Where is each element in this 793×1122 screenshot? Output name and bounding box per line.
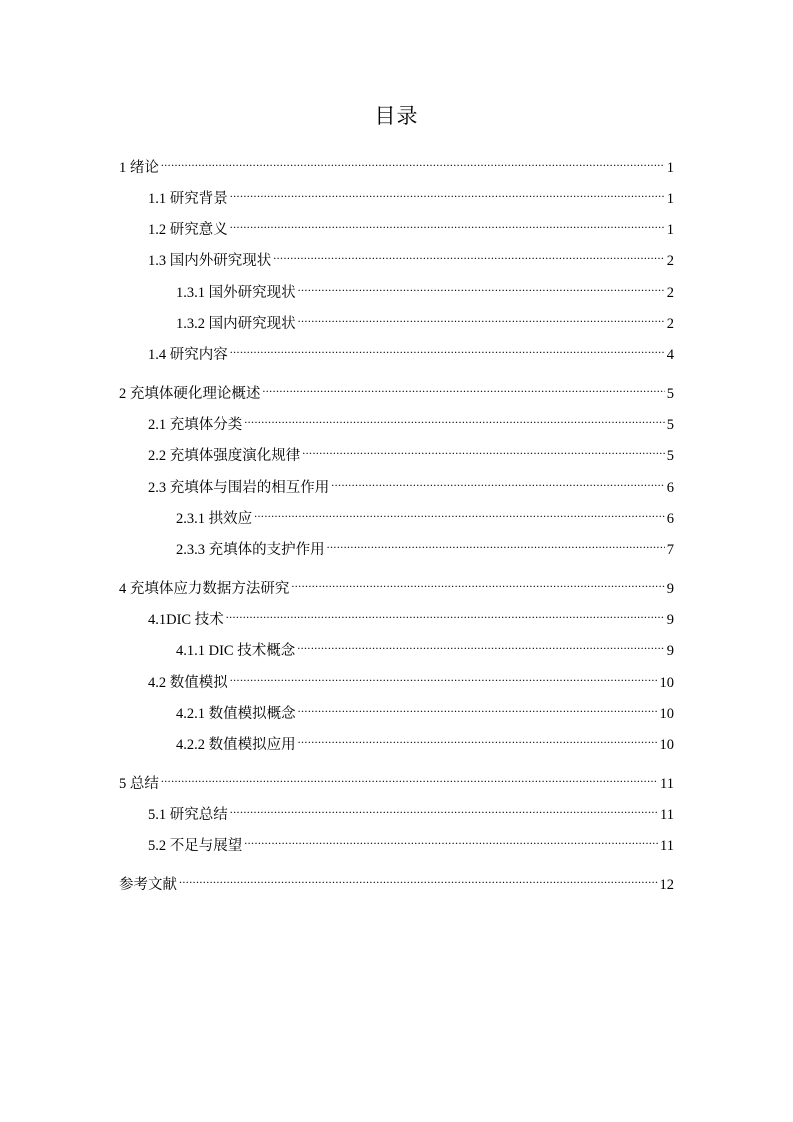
dot-leader	[244, 409, 665, 429]
page-title: 目录	[374, 104, 419, 128]
toc-page-number: 12	[659, 877, 674, 893]
toc-entry-text: 4.1DIC 技术	[148, 612, 224, 628]
toc-page-number: 5	[666, 417, 674, 433]
toc-entry-text: 4.2 数值模拟	[148, 675, 228, 691]
toc-page-number: 1	[666, 191, 674, 207]
toc-entry-text: 1.3 国内外研究现状	[148, 253, 272, 269]
dot-leader	[327, 534, 665, 554]
toc-page-number: 9	[666, 581, 674, 597]
toc-entry-4-2-2[interactable]	[119, 729, 674, 753]
toc-entry-chapter-5[interactable]	[119, 768, 674, 792]
dot-leader	[230, 799, 658, 819]
dot-leader	[291, 573, 664, 593]
dot-leader	[179, 869, 658, 889]
toc-page-number: 2	[666, 316, 674, 332]
dot-leader	[297, 635, 665, 655]
toc-entry-text: 5.2 不足与展望	[148, 838, 243, 854]
toc-page-number: 6	[666, 480, 674, 496]
toc-entry-text: 4.2.1 数值模拟概念	[176, 706, 296, 722]
dot-leader	[230, 214, 665, 234]
toc-page-number: 6	[666, 511, 674, 527]
toc-entry-chapter-2[interactable]	[119, 378, 674, 402]
toc-entry-text: 1.4 研究内容	[148, 347, 228, 363]
toc-entry-4-2[interactable]	[119, 667, 674, 691]
toc-entry-4-1-1[interactable]	[119, 635, 674, 659]
toc-entry-chapter-1[interactable]	[119, 152, 674, 176]
toc-page-number: 5	[666, 386, 674, 402]
toc-entry-text: 参考文献	[119, 877, 177, 893]
dot-leader	[302, 440, 665, 460]
toc-entry-text: 2.3 充填体与围岩的相互作用	[148, 480, 330, 496]
toc-page-number: 4	[666, 347, 674, 363]
dot-leader	[273, 245, 665, 265]
dot-leader	[230, 183, 665, 203]
toc-entry-1-3-1[interactable]	[119, 277, 674, 301]
toc-entry-2-3[interactable]	[119, 472, 674, 496]
toc-entry-2-3-1[interactable]	[119, 503, 674, 527]
toc-entry-text: 5 总结	[119, 776, 159, 792]
toc-entry-1-2[interactable]	[119, 214, 674, 238]
toc-page-number: 10	[659, 706, 674, 722]
toc-entry-text: 2.3.1 拱效应	[176, 511, 253, 527]
toc-entry-4-1[interactable]	[119, 604, 674, 628]
toc-entry-1-4[interactable]	[119, 339, 674, 363]
toc-page-number: 11	[660, 807, 674, 823]
toc-page-number: 9	[666, 612, 674, 628]
dot-leader	[298, 729, 658, 749]
toc-page-number: 10	[659, 737, 674, 753]
toc-entry-5-2[interactable]	[119, 830, 674, 854]
dot-leader	[244, 830, 658, 850]
toc-entry-text: 2 充填体硬化理论概述	[119, 386, 261, 402]
dot-leader	[161, 768, 658, 788]
toc-entry-text: 1.2 研究意义	[148, 222, 228, 238]
toc-page-number: 2	[666, 253, 674, 269]
toc-page-number: 10	[659, 675, 674, 691]
toc-entry-5-1[interactable]	[119, 799, 674, 823]
dot-leader	[298, 698, 658, 718]
toc-entry-text: 1.1 研究背景	[148, 191, 228, 207]
toc-entry-chapter-4[interactable]	[119, 573, 674, 597]
dot-leader	[226, 604, 665, 624]
dot-leader	[298, 277, 665, 297]
toc-entry-text: 2.2 充填体强度演化规律	[148, 448, 301, 464]
toc-entry-text: 2.1 充填体分类	[148, 417, 243, 433]
toc-page-number: 5	[666, 448, 674, 464]
toc-page-number: 11	[660, 838, 674, 854]
toc-entry-text: 1.3.2 国内研究现状	[176, 316, 296, 332]
toc-entry-text: 4.1.1 DIC 技术概念	[176, 643, 296, 659]
toc-entry-text: 1 绪论	[119, 160, 159, 176]
dot-leader	[230, 667, 658, 687]
toc-entry-text: 4.2.2 数值模拟应用	[176, 737, 296, 753]
toc-entry-text: 4 充填体应力数据方法研究	[119, 581, 290, 597]
toc-entry-2-3-3[interactable]	[119, 534, 674, 558]
toc-page-number: 9	[666, 643, 674, 659]
toc-entry-text: 5.1 研究总结	[148, 807, 228, 823]
toc-entry-1-1[interactable]	[119, 183, 674, 207]
dot-leader	[262, 378, 664, 398]
toc-entry-4-2-1[interactable]	[119, 698, 674, 722]
toc-page-number: 2	[666, 285, 674, 301]
toc-page-number: 7	[666, 542, 674, 558]
toc-page-number: 11	[660, 776, 674, 792]
toc-page-number: 1	[666, 222, 674, 238]
dot-leader	[254, 503, 665, 523]
dot-leader	[331, 472, 665, 492]
toc-entry-2-1[interactable]	[119, 409, 674, 433]
toc-entry-2-2[interactable]	[119, 440, 674, 464]
toc-entry-1-3-2[interactable]	[119, 308, 674, 332]
dot-leader	[161, 152, 665, 172]
dot-leader	[230, 339, 665, 359]
toc-entry-references[interactable]	[119, 869, 674, 893]
toc-entry-text: 2.3.3 充填体的支护作用	[176, 542, 325, 558]
toc-entry-1-3[interactable]	[119, 245, 674, 269]
toc-entry-text: 1.3.1 国外研究现状	[176, 285, 296, 301]
toc-page-number: 1	[666, 160, 674, 176]
dot-leader	[298, 308, 665, 328]
